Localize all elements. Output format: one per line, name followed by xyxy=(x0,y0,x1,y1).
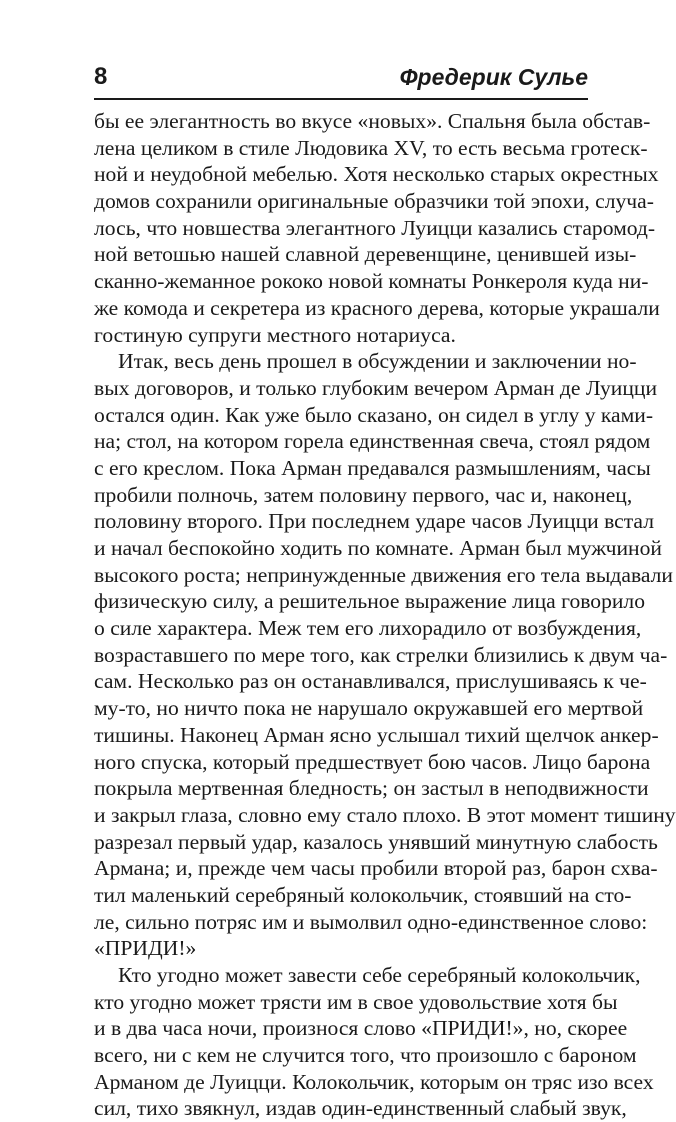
text-line: Кто угодно может завести себе серебряный колокольчик, xyxy=(118,963,641,987)
text-line: лена целиком в стиле Людовика XV, то есть весьма гротеск- xyxy=(94,135,648,160)
author-name: Фредерик Сулье xyxy=(399,64,588,90)
text-line: сканно-жеманное рококо новой комнаты Ронкероля куда ни- xyxy=(94,269,649,294)
page-number: 8 xyxy=(94,63,108,90)
text-line: с его креслом. Пока Арман предавался размышлениям, часы xyxy=(94,455,651,480)
text-line: всего, ни с кем не случится того, что произошло с бароном xyxy=(94,1043,637,1068)
text-line: сил, тихо звякнул, издав один-единственный слабый звук, xyxy=(94,1096,627,1121)
text-line: домов сохранили оригинальные образчики той эпохи, случа- xyxy=(94,189,654,214)
text-line: ной ветошью нашей славной деревенщине, ценившей изы- xyxy=(94,242,637,267)
text-line: и начал беспокойно ходить по комнате. Арман был мужчиной xyxy=(94,536,662,560)
text-line: лось, что новшества элегантного Луицци казались старомод- xyxy=(94,215,656,240)
text-line: «ПРИДИ!» xyxy=(94,936,197,961)
text-line: ле, сильно потряс им и вымолвил одно-единственное слово: xyxy=(94,909,648,934)
text-line: высокого роста; непринужденные движения его тела выдавали xyxy=(94,562,673,587)
text-line: тил маленький серебряный колокольчик, стоявший на сто- xyxy=(94,882,632,907)
text-line: на; стол, на котором горела единственная свеча, стоял рядом xyxy=(94,429,651,454)
running-head xyxy=(94,62,588,96)
text-line: половину второго. При последнем ударе часов Луицци встал xyxy=(94,509,654,534)
text-line: же комода и секретера из красного дерева, которые украшали xyxy=(94,295,660,320)
text-line: кто угодно может трясти им в свое удовольствие хотя бы xyxy=(94,989,618,1014)
text-line: пробили полночь, затем половину первого, час и, наконец, xyxy=(94,482,633,507)
text-line: и закрыл глаза, словно ему стало плохо. В этот момент тишину xyxy=(94,802,676,827)
text-line: вых договоров, и только глубоким вечером Арман де Луицци xyxy=(94,375,658,400)
text-line: сам. Несколько раз он останавливался, прислушиваясь к че- xyxy=(94,669,647,694)
text-line: Армана; и, прежде чем часы пробили второй раз, барон схва- xyxy=(94,856,658,881)
text-line: Итак, весь день прошел в обсуждении и заключении но- xyxy=(118,349,637,374)
text-line: возраставшего по мере того, как стрелки близились к двум ча- xyxy=(94,642,668,667)
text-line: разрезал первый удар, казалось унявший минутную слабость xyxy=(94,829,658,854)
text-line: Арманом де Луицци. Колокольчик, которым он тряс изо всех xyxy=(94,1069,654,1094)
text-line: бы ее элегантность во вкусе «новых». Спальня была обстав- xyxy=(94,109,651,133)
text-line: покрыла мертвенная бледность; он застыл в неподвижности xyxy=(94,776,649,801)
text-line: гостиную супруги местного нотариуса. xyxy=(94,322,456,347)
text-line: му-то, но ничто пока не нарушало окружавшей его мертвой xyxy=(94,696,644,721)
text-line: тишины. Наконец Арман ясно услышал тихий щелчок анкер- xyxy=(94,722,659,747)
body-text xyxy=(94,108,676,1122)
text-line: ной и неудобной мебелью. Хотя несколько старых окрестных xyxy=(94,162,659,187)
text-line: и в два часа ночи, произнося слово «ПРИДИ!», но, скорее xyxy=(94,1016,628,1041)
text-line: остался один. Как уже было сказано, он сидел в углу у ками- xyxy=(94,402,654,427)
text-line: ного спуска, который предшествует бою часов. Лицо барона xyxy=(94,749,651,774)
header-rule xyxy=(94,98,588,100)
text-line: физическую силу, а решительное выражение лица говорило xyxy=(94,589,646,614)
text-line: о силе характера. Меж тем его лихорадило от возбуждения, xyxy=(94,616,642,641)
